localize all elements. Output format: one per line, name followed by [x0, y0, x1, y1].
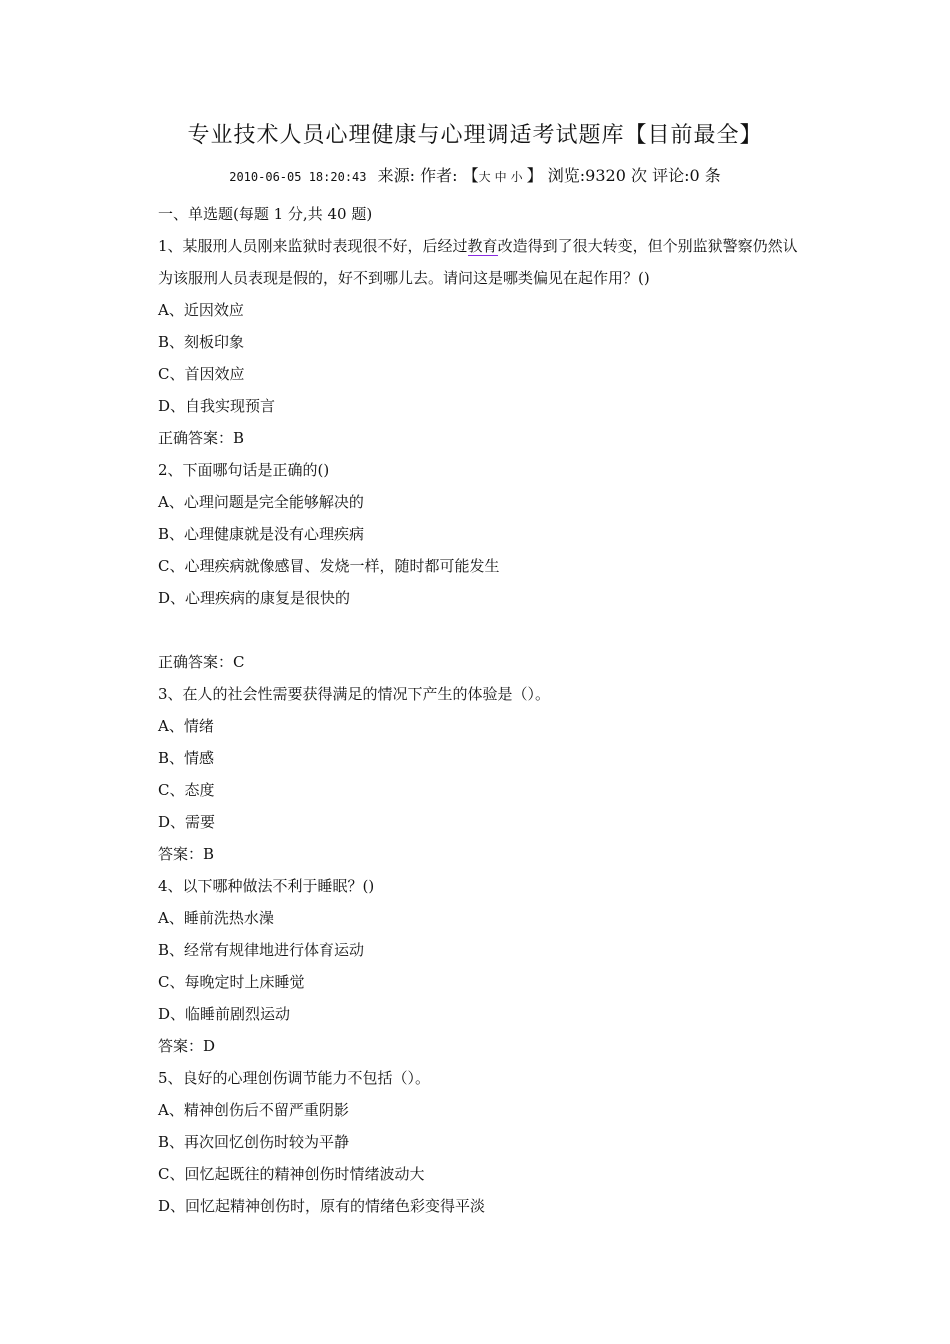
question-4-option-a: A、睡前洗热水澡	[158, 909, 274, 927]
comment-count: 评论:0 条	[652, 166, 721, 185]
publish-timestamp: 2010-06-05 18:20:43	[229, 170, 367, 184]
question-1-stem: 1、某服刑人员刚来监狱时表现很不好，后经过教育改造得到了很大转变，但个别监狱警察仍然认为该服刑人员表现是假的，好不到哪儿去。请问这是哪类偏见在起作用？()	[158, 237, 798, 287]
document-title: 专业技术人员心理健康与心理调适考试题库【目前最全】	[187, 123, 763, 148]
question-1-answer: 正确答案：B	[158, 429, 245, 447]
question-1-option-d: D、自我实现预言	[158, 397, 276, 415]
question-4-option-d: D、临睡前剧烈运动	[158, 1005, 291, 1023]
blank-line	[158, 614, 798, 646]
education-link[interactable]: 教育	[467, 237, 498, 255]
question-5-stem: 5、良好的心理创伤调节能力不包括（）。	[158, 1069, 431, 1087]
article-meta	[0, 163, 950, 186]
question-4-stem: 4、以下哪种做法不利于睡眠？()	[158, 877, 375, 895]
question-4-option-b: B、经常有规律地进行体育运动	[158, 941, 365, 959]
question-2-option-d: D、心理疾病的康复是很快的	[158, 589, 351, 607]
question-2-answer: 正确答案：C	[158, 653, 245, 671]
source-label: 来源:	[377, 166, 416, 185]
question-3-option-b: B、情感	[158, 749, 215, 767]
question-4-answer: 答案：D	[158, 1037, 216, 1055]
question-2-option-a: A、心理问题是完全能够解决的	[158, 493, 364, 511]
question-5-option-b: B、再次回忆创伤时较为平静	[158, 1133, 350, 1151]
question-3-option-a: A、情绪	[158, 717, 214, 735]
font-size-bracket-close: 】	[526, 166, 543, 185]
font-size-bracket-open: 【	[462, 166, 479, 185]
question-2-stem: 2、下面哪句话是正确的()	[158, 461, 330, 479]
question-2-option-b: B、心理健康就是没有心理疾病	[158, 525, 365, 543]
question-3-stem: 3、在人的社会性需要获得满足的情况下产生的体验是（）。	[158, 685, 551, 703]
question-5-option-d: D、回忆起精神创伤时，原有的情绪色彩变得平淡	[158, 1197, 486, 1215]
question-4-option-c: C、每晚定时上床睡觉	[158, 973, 305, 991]
question-5-option-c: C、回忆起既往的精神创伤时情绪波动大	[158, 1165, 425, 1183]
document-body	[158, 198, 798, 1222]
question-3-answer: 答案：B	[158, 845, 215, 863]
question-1-option-b: B、刻板印象	[158, 333, 245, 351]
question-1-option-a: A、近因效应	[158, 301, 244, 319]
author-label: 作者:	[420, 166, 458, 185]
font-size-small-link[interactable]: 小	[510, 170, 527, 184]
question-3-option-d: D、需要	[158, 813, 216, 831]
question-1-option-c: C、首因效应	[158, 365, 245, 383]
question-5-option-a: A、精神创伤后不留严重阴影	[158, 1101, 349, 1119]
question-3-option-c: C、态度	[158, 781, 215, 799]
question-2-option-c: C、心理疾病就像感冒、发烧一样，随时都可能发生	[158, 557, 500, 575]
section-heading: 一、单选题(每题 1 分,共 40 题)	[158, 205, 373, 223]
font-size-large-link[interactable]: 大	[478, 170, 495, 184]
font-size-medium-link[interactable]: 中	[494, 170, 511, 184]
view-count: 浏览:9320 次	[547, 166, 647, 185]
